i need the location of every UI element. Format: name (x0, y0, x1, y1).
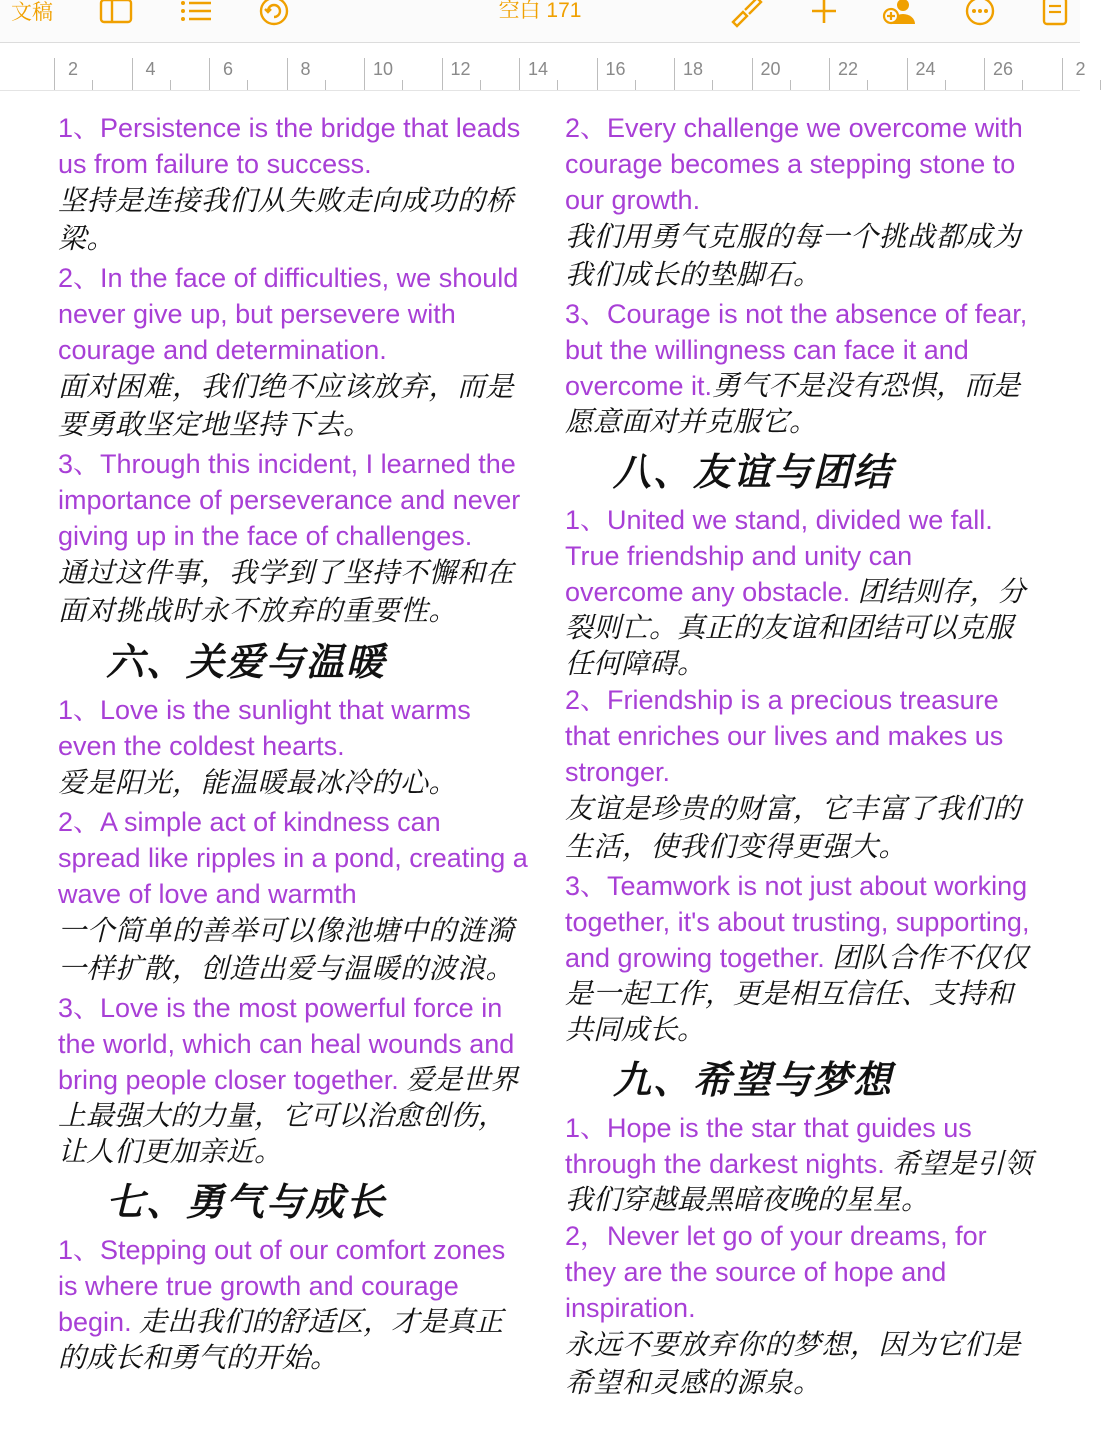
ruler-label: 16 (605, 59, 626, 79)
ruler-label: 14 (527, 59, 549, 79)
paragraph-en[interactable] (565, 1110, 1035, 1218)
ruler-minor-tick (1100, 80, 1101, 90)
ruler-major-tick (674, 58, 675, 90)
ruler-major-tick (132, 58, 133, 90)
ruler-major-tick (1062, 58, 1063, 90)
ruler-label: 4 (145, 59, 156, 79)
paragraph-en[interactable] (565, 296, 1035, 440)
ruler-major-tick (442, 58, 443, 90)
ruler-major-tick (984, 58, 985, 90)
paragraph-en[interactable] (58, 990, 528, 1170)
paragraph-en-text: 3、Love is the most powerful force in the world, which can heal wounds and bring people closer together. (58, 993, 515, 1095)
ruler-minor-tick (402, 80, 403, 90)
ruler-major-tick (519, 58, 520, 90)
paragraph-zh[interactable]: 通过这件事，我学到了坚持不懈和在面对挑战时永不放弃的重要性。 (58, 556, 515, 627)
left-column (58, 110, 528, 1376)
ruler-label: 8 (300, 59, 311, 79)
ruler-major-tick (829, 58, 830, 90)
ruler-label: 2 (67, 59, 79, 79)
paragraph-zh-inline: 团队合作不仅仅是一起工作，更是相互信任、支持和共同成长。 (565, 941, 1029, 1046)
ruler[interactable] (0, 43, 1086, 91)
paragraph-zh[interactable]: 永远不要放弃你的梦想，因为它们是希望和灵感的源泉。 (565, 1328, 1022, 1399)
section-heading[interactable]: 九、希望与梦想 (613, 1057, 894, 1102)
paragraph-zh-inline: 勇气不是没有恐惧，而是愿意面对并克服它。 (565, 369, 1021, 438)
paragraph-en[interactable]: 1、Love is the sunlight that warms even the coldest hearts. (58, 695, 471, 761)
ruler-major-tick (752, 58, 753, 90)
paragraph-en[interactable]: 2、Friendship is a precious treasure that enriches our lives and makes us stronger. (565, 685, 1004, 787)
paragraph-en[interactable] (565, 502, 1035, 682)
section-heading[interactable]: 八、友谊与团结 (613, 449, 894, 494)
ruler-minor-tick (92, 80, 93, 90)
ruler-minor-tick (247, 80, 248, 90)
ruler-label: 18 (682, 59, 704, 79)
paragraph-zh[interactable]: 我们用勇气克服的每一个挑战都成为我们成长的垫脚石。 (565, 220, 1022, 291)
ruler-label: 20 (760, 59, 781, 79)
ruler-minor-tick (1022, 80, 1023, 90)
paragraph-en[interactable]: 2、In the face of difficulties, we should never give up, but persevere with courage and determination. (58, 263, 519, 365)
paintbrush-icon[interactable] (728, 0, 764, 28)
documents-button[interactable] (8, 0, 56, 28)
paragraph-en[interactable]: 2、A simple act of kindness can spread like ripples in a pond, creating a wave of love and warmth (58, 807, 528, 909)
ruler-label: 2 (1075, 59, 1086, 79)
paragraph-en-text: 3、Teamwork is not just about working together, it's about trusting, supporting, and growing together. (565, 871, 1030, 973)
ruler-major-tick (287, 58, 288, 90)
ruler-minor-tick (170, 80, 171, 90)
documents-label: 文稿 (11, 1, 53, 24)
ruler-label: 22 (837, 59, 859, 79)
ruler-major-tick (597, 58, 598, 90)
ruler-minor-tick (945, 80, 946, 90)
ruler-label: 12 (450, 59, 471, 79)
ruler-major-tick (364, 58, 365, 90)
ruler-minor-tick (557, 80, 558, 90)
paragraph-en-text: 1、Stepping out of our comfort zones is where true growth and courage begin. (58, 1235, 506, 1337)
undo-icon[interactable] (256, 0, 292, 28)
right-column (565, 110, 1035, 1404)
paragraph-en[interactable]: 3、Through this incident, I learned the importance of perseverance and never giving up in the face of challenges. (58, 449, 521, 551)
paragraph-en-text: 1、Hope is the star that guides us through the darkest nights. (565, 1113, 972, 1179)
ruler-minor-tick (325, 80, 326, 90)
ruler-label: 26 (992, 59, 1014, 79)
list-icon[interactable] (178, 0, 214, 28)
document-title[interactable]: 空白 171 (498, 0, 582, 22)
ruler-minor-tick (480, 80, 481, 90)
paragraph-en[interactable] (58, 1232, 528, 1376)
collaborate-icon[interactable] (880, 0, 920, 28)
ruler-minor-tick (635, 80, 636, 90)
sidebar-icon[interactable] (98, 0, 134, 28)
paragraph-zh[interactable]: 爱是阳光，能温暖最冰冷的心。 (58, 766, 458, 799)
ruler-major-tick (54, 58, 55, 90)
ruler-label: 24 (915, 59, 936, 79)
paragraph-zh[interactable]: 友谊是珍贵的财富，它丰富了我们的生活，使我们变得更强大。 (565, 792, 1022, 863)
ruler-major-tick (907, 58, 908, 90)
ruler-major-tick (209, 58, 210, 90)
paragraph-zh[interactable]: 面对困难，我们绝不应该放弃，而是要勇敢坚定地坚持下去。 (58, 370, 515, 441)
plus-icon[interactable] (806, 0, 842, 28)
paragraph-en-text: 3、Courage is not the absence of fear, but the willingness can face it and overcome it. (565, 299, 1028, 401)
toolbar (0, 0, 1080, 43)
paragraph-zh-inline: 爱是世界上最强大的力量，它可以治愈创伤，让人们更加亲近。 (58, 1063, 519, 1168)
paragraph-en[interactable]: 1、Persistence is the bridge that leads us from failure to success. (58, 113, 521, 179)
ruler-minor-tick (712, 80, 713, 90)
ruler-minor-tick (790, 80, 791, 90)
ruler-label: 10 (372, 59, 394, 79)
section-heading[interactable]: 六、关爱与温暖 (106, 639, 387, 684)
paragraph-en[interactable] (565, 868, 1035, 1048)
ruler-minor-tick (867, 80, 868, 90)
paragraph-en[interactable]: 2，Never let go of your dreams, for they are the source of hope and inspiration. (565, 1221, 987, 1323)
paragraph-zh-inline: 希望是引领我们穿越最黑暗夜晚的星星。 (565, 1147, 1033, 1216)
ruler-label: 6 (222, 59, 234, 79)
more-icon[interactable] (962, 0, 998, 28)
section-heading[interactable]: 七、勇气与成长 (106, 1179, 387, 1224)
document-icon[interactable] (1040, 0, 1072, 28)
paragraph-en[interactable]: 2、Every challenge we overcome with courage becomes a stepping stone to our growth. (565, 113, 1023, 215)
paragraph-zh[interactable]: 一个简单的善举可以像池塘中的涟漪一样扩散，创造出爱与温暖的波浪。 (58, 914, 515, 985)
paragraph-zh-inline: 团结则存，分裂则亡。真正的友谊和团结可以克服任何障碍。 (565, 575, 1026, 680)
paragraph-en-text: 1、United we stand, divided we fall. True friendship and unity can overcome any obstacle. (565, 505, 993, 607)
paragraph-zh-inline: 走出我们的舒适区，才是真正的成长和勇气的开始。 (58, 1305, 504, 1374)
paragraph-zh[interactable]: 坚持是连接我们从失败走向成功的桥梁。 (58, 184, 515, 255)
